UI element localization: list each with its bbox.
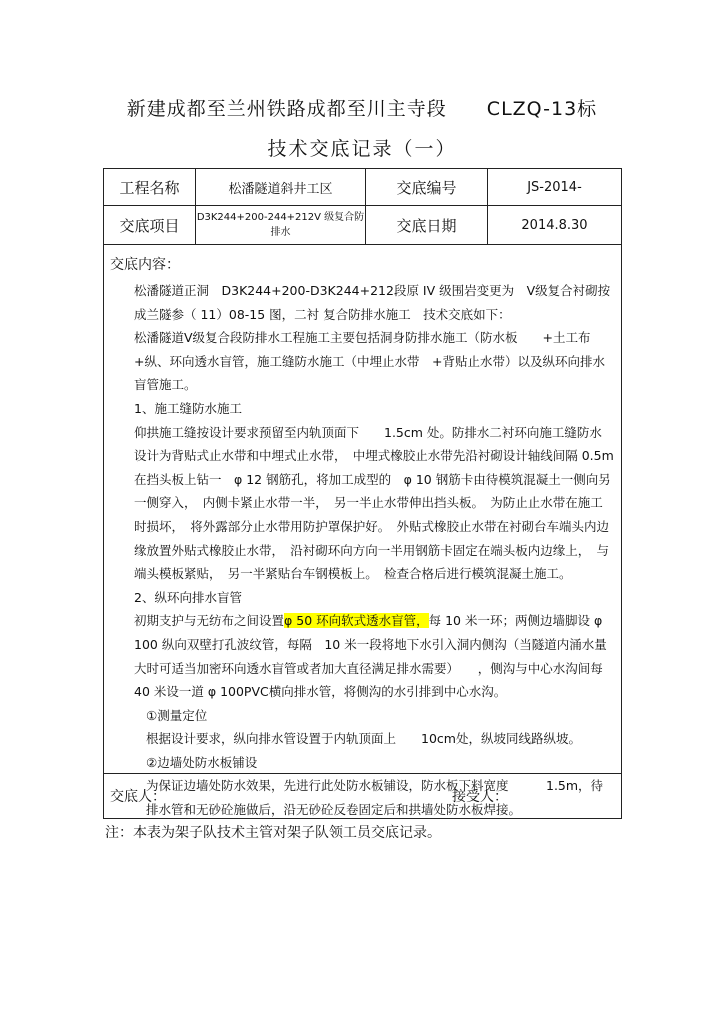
drain-pipe-text-start: 初期支护与无纺布之间设置 xyxy=(134,613,285,629)
handover-person-label: 交底人： xyxy=(110,789,166,805)
document-subtitle: 技术交底记录（一） xyxy=(267,138,457,160)
paragraph-survey: 根据设计要求，纵向排水管设置于内轨顶面上 10cm处，纵坡同线路纵坡。 xyxy=(146,731,581,747)
paragraph-drain-pipe xyxy=(110,609,614,703)
disclosure-item-value: D3K244+200-244+212V 级复合防排水 xyxy=(196,206,366,245)
heading-drain-pipe: 2、纵环向排水盲管 xyxy=(134,589,242,605)
project-name-label: 工程名称 xyxy=(104,169,196,206)
paragraph-construction-joint: 仰拱施工缝按设计要求预留至内轨顶面下 1.5cm 处。防排水二衬环向施工缝防水设计为背贴式止水带和中埋式止水带， 中埋式橡胶止水带先沿衬砌设计轴线间隔 0.5m 在挡头板上钻一 φ 12 钢筋孔，将加工成型的 φ 10 钢筋卡由待模筑混凝土一侧向另一侧穿入， 内侧卡紧止水带一半， 另一半止水带伸出挡头板。 为防止止水带在施工时损坏， 将外露部分止水带用防护罩保护好。 外贴式橡胶止水带在衬砌台车端头内边缘放置外贴式橡胶止水带， 沿衬砌环向方向一半用钢筋卡固定在端头板内边缘上， 与端头模板紧贴， 另一半紧贴台车钢模板上。 检查合格后进行模筑混凝土施工。 xyxy=(134,424,614,582)
subheading-waterproof-board: ②边墙处防水板铺设 xyxy=(146,754,258,770)
subheading-survey: ①测量定位 xyxy=(146,707,208,723)
project-name-value: 松潘隧道斜井工区 xyxy=(196,169,366,206)
drain-pipe-text-rest: 每 10 米一环；两侧边墙脚设 φ 100 纵向双壁打孔波纹管，每隔 10 米一段将地下水引入洞内侧沟（当隧道内涌水量大时可适当加密环向透水盲管或者加大直径满足排水需要） ，侧沟与中心水沟间每 40 米设一道 φ 100PVC横向排水管，将侧沟的水引排到中心水沟。 xyxy=(134,613,616,700)
signature-row xyxy=(103,773,622,819)
disclosure-number-value: JS-2014- xyxy=(488,169,622,206)
heading-construction-joint: 1、施工缝防水施工 xyxy=(134,400,242,416)
header-table xyxy=(103,168,622,245)
content-label: 交底内容： xyxy=(110,257,180,273)
content-body xyxy=(110,279,614,822)
paragraph-waterproof-board: 为保证边墙处防水效果，先进行此处防水板铺设，防水板下料宽度 1.5m，待排水管和无砂砼施做后，沿无砂砼反卷固定后和拱墙处防水板焊接。 xyxy=(146,778,604,818)
disclosure-item-label: 交底项目 xyxy=(104,206,196,245)
disclosure-date-value: 2014.8.30 xyxy=(488,206,622,245)
document-title: 新建成都至兰州铁路成都至川主寺段 CLZQ-13标 xyxy=(126,98,598,120)
paragraph-scope: 松潘隧道Ⅴ级复合段防排水工程施工主要包括洞身防排水施工（防水板 +土工布+纵、环向透水盲管，施工缝防水施工（中埋止水带 +背贴止水带）以及纵环向排水盲管施工。 xyxy=(134,330,605,393)
disclosure-number-label: 交底编号 xyxy=(366,169,488,206)
highlighted-text: φ 50 环向软式透水盲管， xyxy=(284,613,429,629)
footnote: 注：本表为架子队技术主管对架子队领工员交底记录。 xyxy=(105,825,441,841)
disclosure-date-label: 交底日期 xyxy=(366,206,488,245)
receiver-label: 接受人： xyxy=(452,789,508,805)
paragraph-intro: 松潘隧道正洞 D3K244+200-D3K244+212段原 IV 级围岩变更为 V级复合衬砌按成兰隧参（ 11）08-15 图，二衬 复合防排水施工 技术交底如下： xyxy=(134,283,611,322)
